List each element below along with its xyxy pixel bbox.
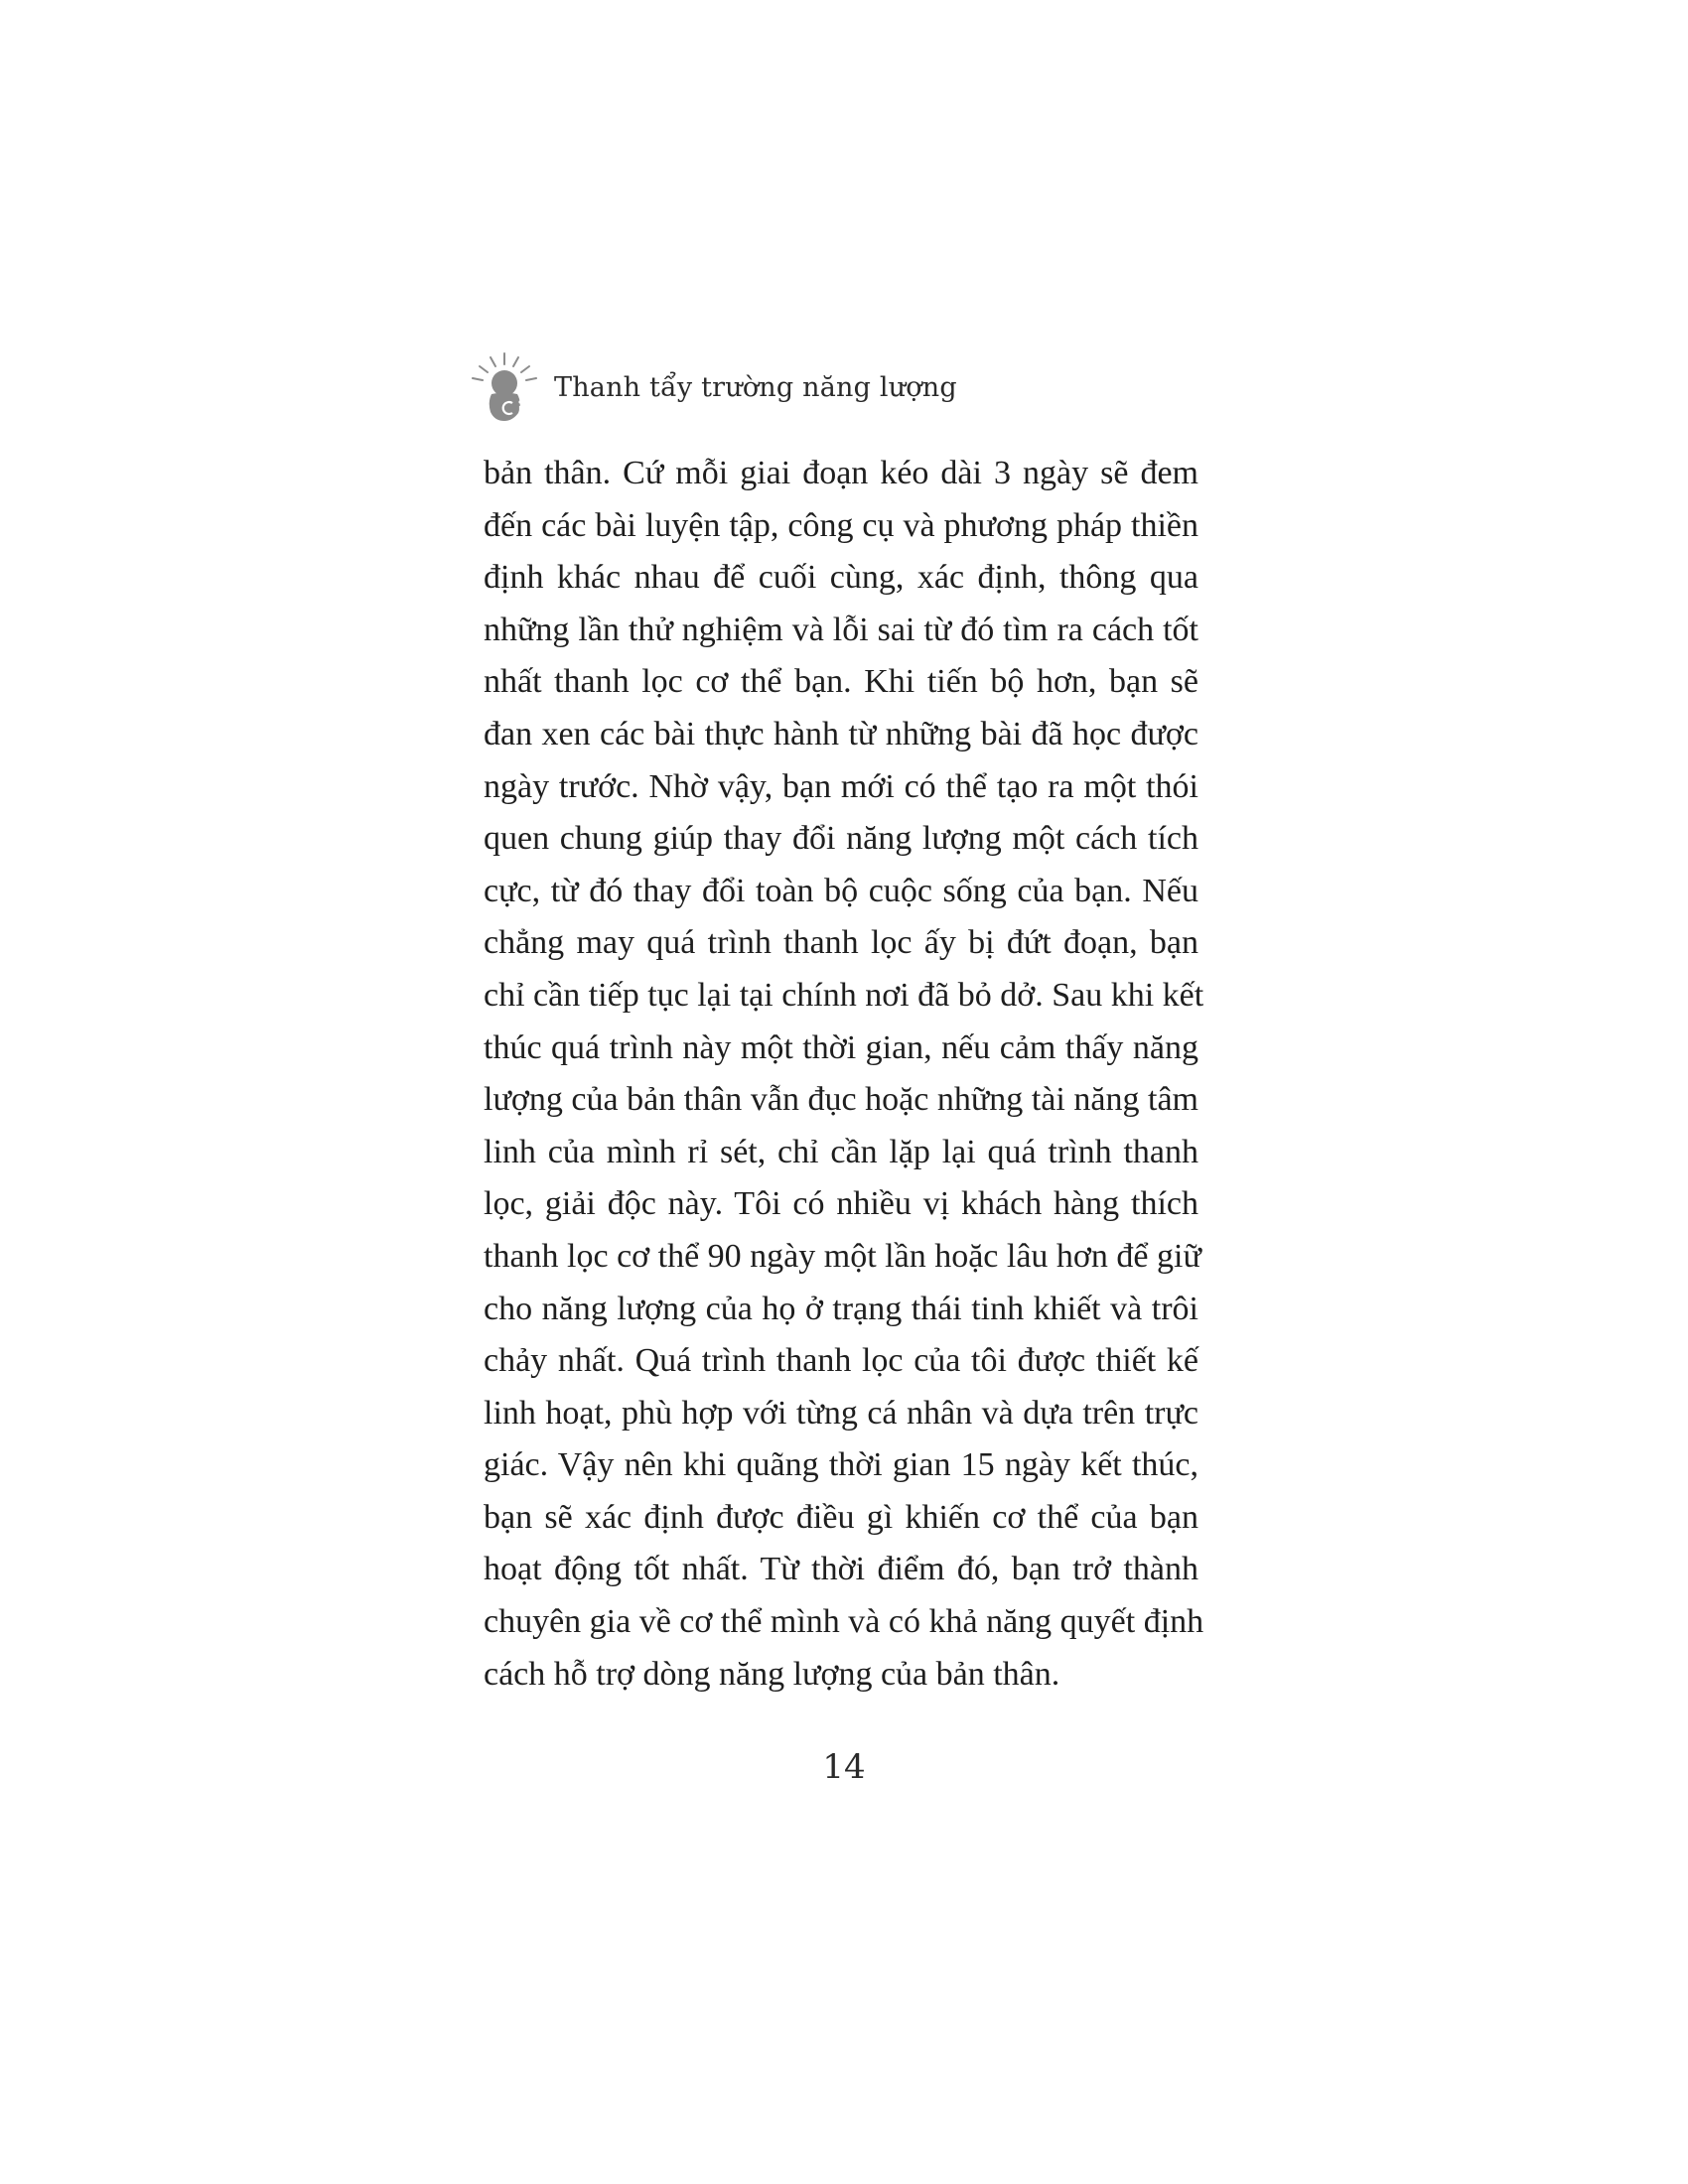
text-line: bản thân. Cứ mỗi giai đoạn kéo dài 3 ngày sẽ đem [484, 455, 1198, 491]
text-line: định khác nhau để cuối cùng, xác định, thông qua [484, 559, 1198, 597]
text-line: lọc, giải độc này. Tôi có nhiều vị khách hàng thích [484, 1185, 1198, 1223]
text-line: bạn sẽ xác định được điều gì khiến cơ thể của bạn [484, 1498, 1198, 1536]
running-header [469, 347, 957, 427]
text-line: cách hỗ trợ dòng năng lượng của bản thân. [484, 1655, 1060, 1693]
text-line: quen chung giúp thay đổi năng lượng một cách tích [484, 820, 1198, 858]
running-header-title: Thanh tẩy trường năng lượng [554, 371, 957, 403]
text-line: linh của mình rỉ sét, chỉ cần lặp lại quá trình thanh [484, 1133, 1198, 1170]
text-line: nhất thanh lọc cơ thể bạn. Khi tiến bộ hơn, bạn sẽ [484, 663, 1198, 701]
text-line: chảy nhất. Quá trình thanh lọc của tôi được thiết kế [484, 1342, 1198, 1380]
text-line: ngày trước. Nhờ vậy, bạn mới có thể tạo ra một thói [484, 767, 1198, 805]
text-line: chuyên gia về cơ thể mình và có khả năng quyết định [484, 1603, 1204, 1641]
text-line: đan xen các bài thực hành từ những bài đã học được [484, 715, 1198, 752]
text-line: hoạt động tốt nhất. Từ thời điểm đó, bạn trở thành [484, 1551, 1198, 1588]
text-line: những lần thử nghiệm và lỗi sai từ đó tìm ra cách tốt [484, 611, 1198, 648]
text-line: đến các bài luyện tập, công cụ và phương pháp thiền [484, 506, 1198, 544]
text-line: thanh lọc cơ thể 90 ngày một lần hoặc lâu hơn để giữ [484, 1237, 1201, 1275]
text-line: thúc quá trình này một thời gian, nếu cảm thấy năng [484, 1028, 1198, 1066]
text-line: cho năng lượng của họ ở trạng thái tinh khiết và trôi [484, 1290, 1198, 1327]
body-paragraph [484, 448, 1204, 1701]
text-line: lượng của bản thân vẫn đục hoặc những tài năng tâm [484, 1081, 1198, 1119]
text-line: cực, từ đó thay đổi toàn bộ cuộc sống của bạn. Nếu [484, 872, 1198, 909]
text-line: chỉ cần tiếp tục lại tại chính nơi đã bỏ dở. Sau khi kết [484, 976, 1204, 1014]
text-line: giác. Vậy nên khi quãng thời gian 15 ngày kết thúc, [484, 1446, 1198, 1484]
sun-figure-logo-icon [469, 347, 540, 427]
page-number: 14 [822, 1747, 866, 1787]
text-line: linh hoạt, phù hợp với từng cá nhân và dựa trên trực [484, 1394, 1198, 1432]
text-line: chẳng may quá trình thanh lọc ấy bị đứt đoạn, bạn [484, 924, 1198, 962]
